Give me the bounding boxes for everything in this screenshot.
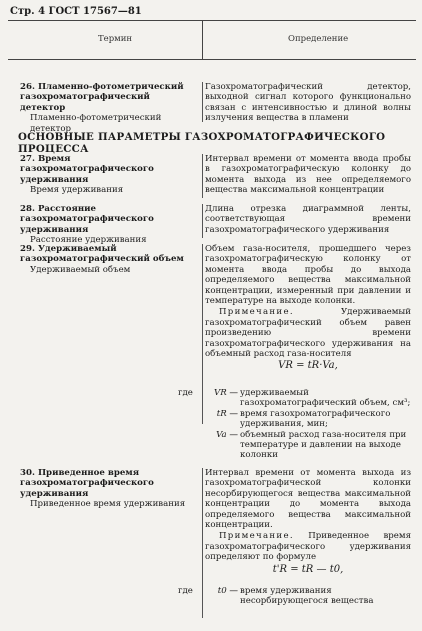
term-28 [20, 204, 192, 246]
term-26 [20, 82, 192, 134]
note-30-text: Приведенное время газохроматографического удерживания определяют по формуле [205, 531, 411, 563]
legend-29-symbol: tR — [216, 408, 238, 419]
legend-30-text: время удерживания несорбирующегося вещества [240, 586, 374, 607]
legend-29-text: время газохроматографического удерживания, мин; [240, 408, 391, 430]
term-30-title: 30. Приведенное время газохроматографического удерживания [20, 468, 154, 499]
definition-27: Интервал времени от момента ввода пробы в газохроматографическую колонку до момента выхода из нее определяемого вещества максимальной концентрации [205, 154, 411, 196]
definition-29-text: Объем газа-носителя, прошедшего через газохроматографическую колонку от момента ввода пробы до выхода определяемого вещества максимальной концентрации, измеренный при давлении и температуре на выходе колонки. [205, 244, 411, 307]
column-header-definition: Определение [288, 34, 349, 44]
legend-29-row [178, 430, 414, 461]
legend-29-text: объемный расход газа-носителя при температуре и давлении на выходе колонки [240, 429, 407, 461]
term-28-title: 28. Расстояние газохроматографического удерживания [20, 204, 154, 235]
formula-29: VR = tR·Va, [278, 360, 338, 372]
term-28-short: Расстояние удерживания [30, 235, 147, 246]
note-30 [205, 531, 411, 562]
legend-29-where: где [178, 388, 193, 398]
legend-30-row [178, 586, 414, 607]
term-27-short: Время удерживания [30, 185, 124, 196]
definition-29 [205, 244, 411, 374]
term-26-title: 26. Пламенно-фотометрический газохроматографический детектор [20, 82, 184, 113]
page-header: Стр. 4 ГОСТ 17567—81 [10, 6, 142, 17]
note-29-text: Удерживаемый газохроматографический объем равен произведению времени газохроматографического удерживания на объемный расход газа-носителя [205, 307, 411, 360]
note-30-label: Примечание. [219, 531, 294, 542]
term-29-title: 29. Удерживаемый газохроматографический объем [20, 244, 184, 265]
definition-26: Газохроматографический детектор, выходной сигнал которого функционально связан с интенсивностью и длиной волны излучения вещества в пламени [205, 82, 411, 124]
legend-29-symbol: Va — [216, 429, 238, 440]
column-header-term: Термин [98, 34, 133, 44]
definition-rule-28 [202, 204, 203, 238]
definition-rule-27 [202, 154, 203, 198]
section-title: ОСНОВНЫЕ ПАРАМЕТРЫ ГАЗОХРОМАТОГРАФИЧЕСКОГО ПРОЦЕССА [18, 131, 386, 155]
note-29 [205, 307, 411, 359]
note-29-label: Примечание. [219, 307, 294, 318]
legend-30-where: где [178, 586, 193, 596]
term-29-short: Удерживаемый объем [30, 264, 131, 275]
column-divider [202, 21, 203, 59]
legend-29-text: удерживаемый газохроматографический объем, см³; [240, 388, 411, 409]
legend-29-row [178, 388, 414, 409]
term-27-title: 27. Время газохроматографического удерживания [20, 154, 154, 185]
legend-29 [178, 388, 414, 461]
definition-30 [205, 468, 411, 577]
definition-28: Длина отрезка диаграммной ленты, соответствующая времени газохроматографического удерживания [205, 204, 411, 235]
definition-rule-26 [202, 82, 203, 122]
formula-30: t'R = tR — t0, [272, 563, 344, 575]
legend-30 [178, 586, 414, 607]
table-header [8, 20, 416, 60]
term-27 [20, 154, 192, 196]
term-30 [20, 468, 192, 510]
legend-30-symbol: t0 — [217, 586, 238, 596]
term-29 [20, 244, 192, 275]
legend-29-symbol: VR — [213, 388, 238, 398]
term-26-short: Пламенно-фотометрический детектор [30, 113, 162, 134]
legend-29-row [178, 409, 414, 430]
definition-30-text: Интервал времени от момента выхода из газохроматографической колонки несорбирующегося вещества максимальной концентрации до момента выхода определяемого вещества максимальной концентрации. [205, 468, 411, 531]
term-30-short: Приведенное время удерживания [30, 499, 186, 510]
